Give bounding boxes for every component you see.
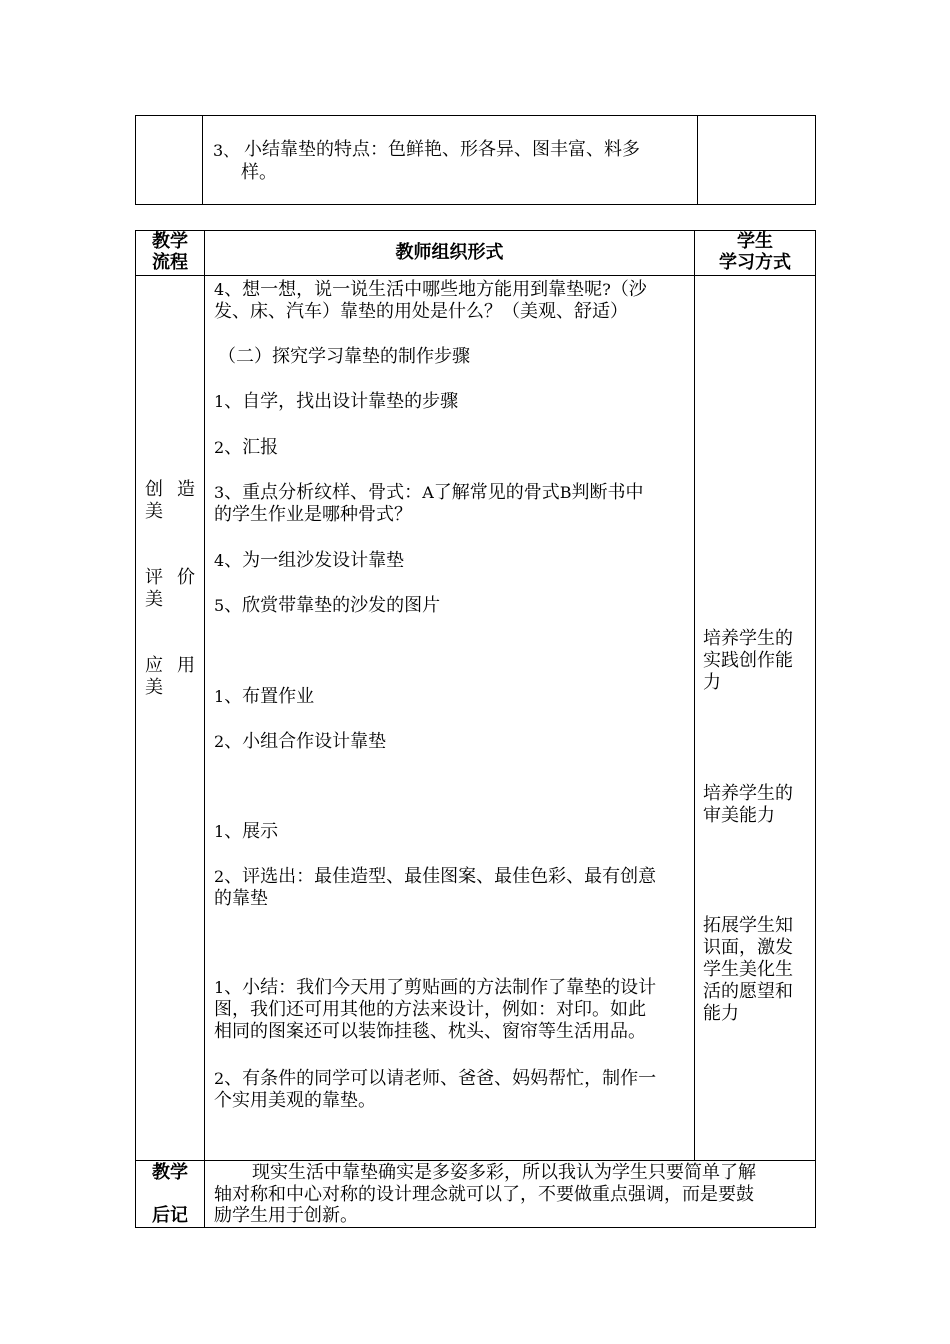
student-note-expand-line-1: 拓展学生知 [703, 915, 793, 936]
teacher-item-extension: 2、有条件的同学可以请老师、爸爸、妈妈帮忙，制作一 [214, 1068, 657, 1089]
teacher-item-assign-homework: 1、布置作业 [214, 686, 315, 707]
top-table-border-right [815, 115, 816, 205]
teacher-item-analyze: 3、重点分析纹样、骨式：A了解常见的骨式B判断书中 [214, 482, 644, 503]
teacher-item-summary: 1、小结：我们今天用了剪贴画的方法制作了靠垫的设计 [214, 977, 657, 998]
student-note-aesthetic-line-2: 审美能力 [703, 805, 775, 826]
student-note-practice-line-1: 培养学生的 [703, 628, 793, 649]
main-table-header-divider [135, 275, 816, 276]
postscript-text-line-2: 轴对称和中心对称的设计理念就可以了，不要做重点强调，而是要鼓 [214, 1184, 754, 1205]
teacher-item-group-design: 2、小组合作设计靠垫 [214, 731, 387, 752]
main-table-border-bottom [135, 1227, 816, 1228]
header-student-line-1: 学生 [737, 231, 773, 252]
header-student-line-2: 学习方式 [719, 252, 791, 273]
top-table-border-top [135, 115, 816, 116]
header-teacher: 教师组织形式 [395, 242, 504, 263]
student-note-practice-line-2: 实践创作能 [703, 650, 793, 671]
teacher-item-display: 1、展示 [214, 821, 279, 842]
summary-item-line-2: 样。 [241, 162, 277, 183]
process-label-create-a: 创 [145, 479, 163, 500]
student-note-practice-line-3: 力 [703, 672, 721, 693]
main-table-postscript-divider [135, 1160, 816, 1161]
process-label-apply-c: 美 [145, 677, 163, 698]
process-label-evaluate-c: 美 [145, 589, 163, 610]
main-table-divider-1 [204, 230, 205, 1228]
teacher-item-extension-line-2: 个实用美观的靠垫。 [214, 1090, 376, 1111]
summary-item-line-1: 小结靠垫的特点：色鲜艳、形各异、图丰富、料多 [244, 139, 640, 160]
student-note-expand-line-3: 学生美化生 [703, 959, 793, 980]
teacher-item-summary-line-3: 相同的图案还可以装饰挂毯、枕头、窗帘等生活用品。 [214, 1021, 646, 1042]
process-label-apply-b: 用 [177, 655, 195, 676]
top-table-border-bottom [135, 204, 816, 205]
top-table-border-left [135, 115, 136, 205]
process-label-create-c: 美 [145, 501, 163, 522]
main-table-border-left [135, 230, 136, 1228]
postscript-label-line-2: 后记 [152, 1205, 188, 1226]
student-note-aesthetic-line-1: 培养学生的 [703, 783, 793, 804]
student-note-expand-line-4: 活的愿望和 [703, 981, 793, 1002]
teacher-item-report: 2、汇报 [214, 437, 279, 458]
top-table-divider-2 [697, 115, 698, 205]
teacher-item-select-best: 2、评选出：最佳造型、最佳图案、最佳色彩、最有创意 [214, 866, 657, 887]
top-table-divider-1 [202, 115, 203, 205]
main-table-border-top [135, 230, 816, 231]
teacher-item-design-sofa: 4、为一组沙发设计靠垫 [214, 550, 405, 571]
teacher-item-appreciate: 5、欣赏带靠垫的沙发的图片 [214, 595, 441, 616]
student-note-expand-line-5: 能力 [703, 1003, 739, 1024]
summary-item-number: 3、 [213, 141, 240, 160]
process-label-create-b: 造 [177, 479, 195, 500]
header-process-line-2: 流程 [152, 252, 188, 273]
postscript-label-line-1: 教学 [152, 1162, 188, 1183]
teacher-item-think: 4、想一想，说一说生活中哪些地方能用到靠垫呢?（沙 [214, 279, 647, 300]
student-note-expand-line-2: 识面，激发 [703, 937, 793, 958]
postscript-text-line-1: 现实生活中靠垫确实是多姿多彩，所以我认为学生只要简单了解 [252, 1162, 756, 1183]
main-table-border-right [815, 230, 816, 1228]
teacher-item-self-study: 1、自学，找出设计靠垫的步骤 [214, 391, 459, 412]
process-label-apply-a: 应 [145, 655, 163, 676]
teacher-item-think-line-2: 发、床、汽车）靠垫的用处是什么？（美观、舒适） [214, 301, 628, 322]
process-label-evaluate-a: 评 [145, 567, 163, 588]
main-table-divider-2 [694, 230, 695, 1161]
process-label-evaluate-b: 价 [177, 567, 195, 588]
teacher-item-select-best-line-2: 的靠垫 [214, 888, 268, 909]
header-process-line-1: 教学 [152, 231, 188, 252]
teacher-item-summary-line-2: 图，我们还可用其他的方法来设计，例如：对印。如此 [214, 999, 646, 1020]
teacher-section-explore: （二）探究学习靠垫的制作步骤 [218, 346, 470, 367]
postscript-text-line-3: 励学生用于创新。 [214, 1205, 358, 1226]
teacher-item-analyze-line-2: 的学生作业是哪种骨式？ [214, 504, 412, 525]
